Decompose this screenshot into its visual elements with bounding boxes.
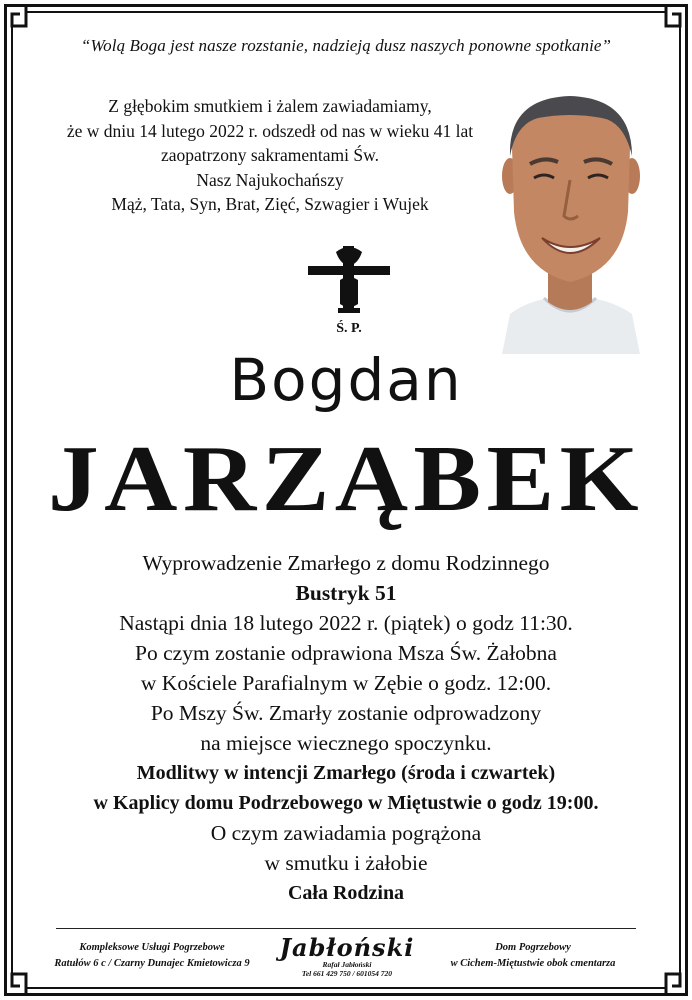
cross-caption: Ś. P. <box>336 321 362 336</box>
footer-divider <box>56 928 636 929</box>
details-line: O czym zawiadamia pogrążona <box>210 821 482 845</box>
details-line: w smutku i żałobie <box>264 851 428 875</box>
footer-address: Ratułów 6 c / Czarny Dunajec Kmietowicza 9 <box>54 958 250 969</box>
details-line: na miejsce wiecznego spoczynku. <box>200 731 492 755</box>
details-line: Po czym zostanie odprawiona Msza Św. Żałobna <box>135 641 557 665</box>
footer-right <box>426 940 640 972</box>
footer-location: w Cichem-Miętustwie obok cmentarza <box>450 958 616 969</box>
details-line: Wyprowadzenie Zmarłego z domu Rodzinnego <box>142 551 550 575</box>
footer-service: Kompleksowe Usługi Pogrzebowe <box>79 942 225 953</box>
chapel-line: w Kaplicy domu Podrzebowego w Miętustwie o godz 19:00. <box>93 792 599 814</box>
brand-phone: Tel 661 429 750 / 601054 720 <box>301 969 393 978</box>
intro-line: zaopatrzony sakramentami Św. <box>160 145 380 165</box>
funeral-home-logo <box>262 933 432 978</box>
details-line: Nastąpi dnia 18 lutego 2022 r. (piątek) o godz 11:30. <box>119 611 573 635</box>
portrait-photo <box>492 92 648 354</box>
funeral-details <box>20 548 672 908</box>
details-line: Po Mszy Św. Zmarły zostanie odprowadzony <box>150 701 542 725</box>
home-address: Bustryk 51 <box>295 581 397 605</box>
intro-line: Z głębokim smutkiem i żalem zawiadamiamy, <box>108 96 432 116</box>
footer-home: Dom Pogrzebowy <box>495 942 571 953</box>
intro-line: że w dniu 14 lutego 2022 r. odszedł od nas w wieku 41 lat <box>66 120 474 141</box>
announcement-intro <box>60 94 480 217</box>
brand-name: Jabłoński <box>279 933 415 962</box>
intro-line: Nasz Najukochańszy <box>196 169 344 190</box>
family-signature: Cała Rodzina <box>287 882 405 904</box>
cross-icon <box>306 244 392 336</box>
motto-quote: “Wolą Boga jest nasze rozstanie, nadzieją dusz naszych ponowne spotkanie” <box>80 36 612 55</box>
deceased-first-name: Bogdan <box>229 346 463 414</box>
brand-owner: Rafał Jabłoński <box>322 960 372 969</box>
footer-left <box>52 940 252 972</box>
details-line: w Kościele Parafialnym w Zębie o godz. 12:00. <box>140 671 552 695</box>
deceased-last-name: JARZĄBEK <box>47 427 644 531</box>
intro-line: Mąż, Tata, Syn, Brat, Zięć, Szwagier i Wujek <box>111 194 429 214</box>
prayers-line: Modlitwy w intencji Zmarłego (środa i czwartek) <box>136 762 556 784</box>
